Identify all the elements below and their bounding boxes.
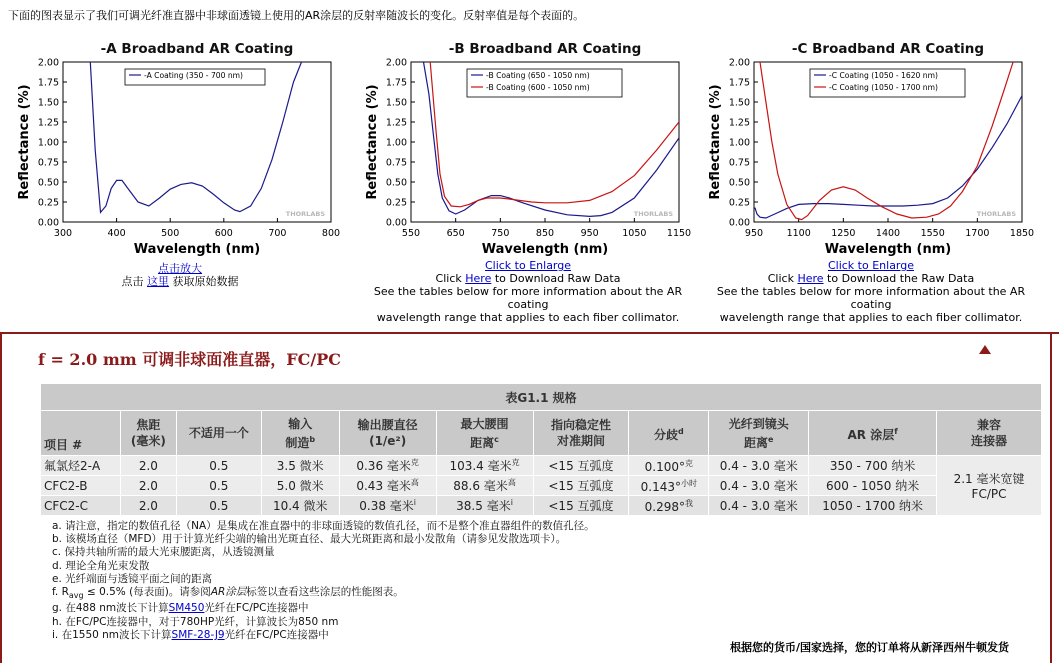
header-cell: 项目 #	[41, 411, 121, 456]
smf28-link[interactable]: SMF-28-J9	[171, 628, 225, 641]
chart-b-plot[interactable]	[353, 36, 703, 261]
table-cell: 1050 - 1700 纳米	[809, 496, 937, 516]
y-tick-label: 0.25	[37, 197, 59, 209]
table-cell: 氟氯烃2-A	[41, 456, 121, 476]
note-d: d. 理论全角光束发散	[52, 559, 150, 572]
y-tick-label: 1.75	[385, 77, 407, 89]
header-cell: 输出腰直径 (1/e²)	[339, 411, 436, 456]
table-cell: <15 互弧度	[533, 476, 629, 496]
table-cell: 0.4 - 3.0 毫米	[709, 496, 809, 516]
chart-b-info-line-1: See the tables below for more information about the AR coating	[373, 285, 683, 311]
chart-c-links: Click to Enlarge Click Here to Download the Raw Data See the tables below for more information about the AR coating wavelength range that applies to each fiber collimator.	[696, 259, 1046, 324]
legend-entry: -C Coating (1050 - 1700 nm)	[829, 83, 938, 92]
table-cell: 0.298°$^我$	[629, 496, 709, 516]
legend-entry: -C Coating (1050 - 1620 nm)	[829, 71, 938, 80]
x-tick-label: 750	[491, 228, 510, 239]
x-tick-label: 1700	[965, 228, 990, 239]
header-cell: 输入 制造$^b$	[261, 411, 339, 456]
x-tick-label: 850	[535, 228, 555, 239]
x-tick-label: 300	[53, 228, 73, 239]
table-row	[41, 456, 1042, 476]
chart-title: -A Broadband AR Coating	[100, 41, 294, 57]
chart-b-links: Click to Enlarge Click Here to Download Raw Data See the tables below for more information about the AR coating wavelength range that applies to each fiber collimator.	[353, 259, 703, 324]
table-cell: 0.100°$^克$	[629, 456, 709, 476]
chart-title: -B Broadband AR Coating	[448, 41, 642, 57]
table-cell: 350 - 700 纳米	[809, 456, 937, 476]
y-tick-label: 2.00	[728, 57, 750, 69]
note-i: i. 在1550 nm波长下计算SMF-28-J9光纤在FC/PC连接器中	[52, 628, 329, 641]
chart-a-enlarge-link[interactable]: 点击放大	[158, 262, 202, 275]
shipping-note: 根据您的货币/国家选择，您的订单将从新泽西州牛顿发货	[730, 641, 1010, 654]
y-tick-label: 1.25	[728, 117, 750, 129]
x-axis-label: Wavelength (nm)	[824, 242, 952, 257]
table-cell: CFC2-B	[41, 476, 121, 496]
y-tick-label: 0.50	[385, 177, 407, 189]
note-h: h. 在FC/PC连接器中，对于780HP光纤，计算波长为850 nm	[52, 615, 339, 628]
y-tick-label: 1.50	[37, 97, 59, 109]
note-f: f. $R_{avg} \le 0.5\%$ (每表面)。请参阅AR涂层标签以查看这些涂层的性能图表。	[52, 586, 404, 601]
chart-a-download-link[interactable]: 这里	[147, 275, 169, 288]
x-tick-label: 800	[321, 228, 341, 239]
table-cell: 600 - 1050 纳米	[809, 476, 937, 496]
x-axis-label: Wavelength (nm)	[133, 242, 261, 257]
table-cell: 103.4 毫米$^克$	[436, 456, 533, 476]
header-cell: 光纤到镜头 距离$^e$	[709, 411, 809, 456]
y-tick-label: 1.50	[385, 97, 407, 109]
y-tick-label: 1.00	[728, 137, 750, 149]
table-cell: 0.43 毫米$^高$	[339, 476, 436, 496]
chart-title: -C Broadband AR Coating	[791, 41, 985, 57]
legend-entry: -B Coating (600 - 1050 nm)	[486, 83, 590, 92]
table-cell: 0.5	[176, 456, 261, 476]
x-axis-label: Wavelength (nm)	[481, 242, 609, 257]
header-cell: 指向稳定性 对准期间	[533, 411, 629, 456]
table-cell: 0.4 - 3.0 毫米	[709, 476, 809, 496]
y-tick-label: 0.50	[37, 177, 59, 189]
x-tick-label: 1250	[831, 228, 856, 239]
x-tick-label: 1150	[666, 228, 692, 239]
chart-b-enlarge-link[interactable]: Click to Enlarge	[484, 259, 572, 272]
footnotes	[52, 520, 595, 642]
x-tick-label: 950	[580, 228, 599, 239]
table-cell: 0.38 毫米$^i$	[339, 496, 436, 516]
chart-a[interactable]	[5, 36, 355, 326]
sm450-link[interactable]: SM450	[168, 602, 205, 615]
y-tick-label: 1.75	[728, 77, 750, 89]
table-cell: 2.0	[120, 476, 176, 496]
x-tick-label: 500	[161, 228, 180, 239]
connector-cell: 2.1 毫米宽键 FC/PC	[937, 456, 1042, 516]
header-cell: AR 涂层$^f$	[809, 411, 937, 456]
table-cell: 0.5	[176, 496, 261, 516]
x-tick-label: 1850	[1009, 228, 1035, 239]
chart-c-enlarge-link[interactable]: Click to Enlarge	[827, 259, 915, 272]
watermark-logo: THORLABS	[633, 210, 673, 218]
table-cell: 2.0	[120, 496, 176, 516]
y-tick-label: 0.00	[385, 217, 407, 229]
y-tick-label: 1.25	[37, 117, 59, 129]
plot-frame	[63, 62, 331, 222]
x-tick-label: 550	[401, 228, 421, 239]
chart-a-plot[interactable]	[5, 36, 355, 261]
note-e: e. 光纤端面与透镜平面之间的距离	[52, 572, 213, 585]
table-header-row	[41, 411, 1042, 456]
x-tick-label: 600	[214, 228, 233, 239]
y-tick-label: 1.25	[385, 117, 407, 129]
watermark-logo: THORLABS	[976, 210, 1016, 218]
x-tick-label: 1550	[920, 228, 945, 239]
header-cell: 兼容 连接器	[937, 411, 1042, 456]
x-tick-label: 400	[107, 228, 126, 239]
intro-text: 下面的图表显示了我们可调光纤准直器中非球面透镜上使用的AR涂层的反射率随波长的变化。反射率值是每个表面的。	[8, 9, 585, 22]
x-tick-label: 1400	[875, 228, 901, 239]
table-cell: 10.4 微米	[261, 496, 339, 516]
table-cell: 0.4 - 3.0 毫米	[709, 456, 809, 476]
y-tick-label: 0.00	[37, 217, 59, 229]
legend-entry: -A Coating (350 - 700 nm)	[144, 71, 244, 80]
y-tick-label: 0.75	[37, 157, 59, 169]
x-tick-label: 950	[744, 228, 764, 239]
y-tick-label: 1.00	[37, 137, 59, 149]
y-tick-label: 0.75	[385, 157, 407, 169]
x-tick-label: 1050	[622, 228, 647, 239]
section-title: f = 2.0 mm 可调非球面准直器，FC/PC	[38, 350, 341, 369]
y-tick-label: 2.00	[37, 57, 59, 69]
table-row	[41, 476, 1042, 496]
table-cell: <15 互弧度	[533, 496, 629, 516]
spec-table	[40, 383, 1042, 516]
table-cell: 0.36 毫米$^克$	[339, 456, 436, 476]
y-axis-label: Reflectance (%)	[365, 84, 380, 200]
table-cell: 38.5 毫米$^i$	[436, 496, 533, 516]
y-tick-label: 2.00	[385, 57, 407, 69]
header-cell: 最大腰围 距离$^c$	[436, 411, 533, 456]
note-g: g. 在488 nm波长下计算SM450光纤在FC/PC连接器中	[52, 602, 309, 615]
y-axis-label: Reflectance (%)	[17, 84, 32, 200]
y-tick-label: 1.00	[385, 137, 407, 149]
x-tick-label: 700	[268, 228, 287, 239]
chart-b-download-link[interactable]: Here	[465, 272, 492, 285]
table-cell: 88.6 毫米$^高$	[436, 476, 533, 496]
y-tick-label: 0.75	[728, 157, 750, 169]
table-cell: CFC2-C	[41, 496, 121, 516]
chart-c[interactable]	[696, 36, 1046, 326]
legend-entry: -B Coating (650 - 1050 nm)	[486, 71, 590, 80]
y-tick-label: 0.00	[728, 217, 750, 229]
y-tick-label: 0.25	[728, 197, 750, 209]
y-tick-label: 0.50	[728, 177, 750, 189]
x-tick-label: 1100	[786, 228, 811, 239]
chart-b[interactable]	[353, 36, 703, 326]
watermark-logo: THORLABS	[285, 210, 325, 218]
y-tick-label: 1.75	[37, 77, 59, 89]
table-cell: 3.5 微米	[261, 456, 339, 476]
chart-a-links: 点击放大 点击 这里 获取原始数据	[121, 262, 239, 288]
chart-c-info-line-1: See the tables below for more information about the AR coating	[716, 285, 1026, 311]
chart-c-plot[interactable]	[696, 36, 1046, 261]
header-cell: 焦距 (毫米)	[120, 411, 176, 456]
y-tick-label: 1.50	[728, 97, 750, 109]
table-row	[41, 496, 1042, 516]
table-cell: 0.143°$^{小时}$	[629, 476, 709, 496]
note-c: c. 保持共轴所需的最大光束腰距离，从透镜测量	[52, 546, 275, 559]
header-cell: 不适用一个	[176, 411, 261, 456]
x-tick-label: 650	[446, 228, 465, 239]
chart-b-info-line-2: wavelength range that applies to each fiber collimator.	[376, 311, 680, 324]
chart-c-info-line-2: wavelength range that applies to each fiber collimator.	[719, 311, 1023, 324]
table-cell: <15 互弧度	[533, 456, 629, 476]
note-a: a. 请注意，指定的数值孔径（NA）是集成在准直器中的非球面透镜的数值孔径，而不是整个准直器组件的数值孔径。	[52, 520, 595, 532]
header-cell: 分歧$^d$	[629, 411, 709, 456]
back-to-top-icon[interactable]	[979, 345, 991, 354]
y-axis-label: Reflectance (%)	[708, 84, 723, 200]
table-cell: 2.0	[120, 456, 176, 476]
table-cell: 0.5	[176, 476, 261, 496]
table-caption: 表G1.1 规格	[41, 384, 1042, 411]
table-cell: 5.0 微米	[261, 476, 339, 496]
chart-c-download-link[interactable]: Here	[797, 272, 824, 285]
y-tick-label: 0.25	[385, 197, 407, 209]
note-b: b. 该模场直径（MFD）用于计算光纤尖端的输出光斑直径、最大光斑距离和最小发散角（请参见发散选项卡）。	[52, 533, 567, 546]
